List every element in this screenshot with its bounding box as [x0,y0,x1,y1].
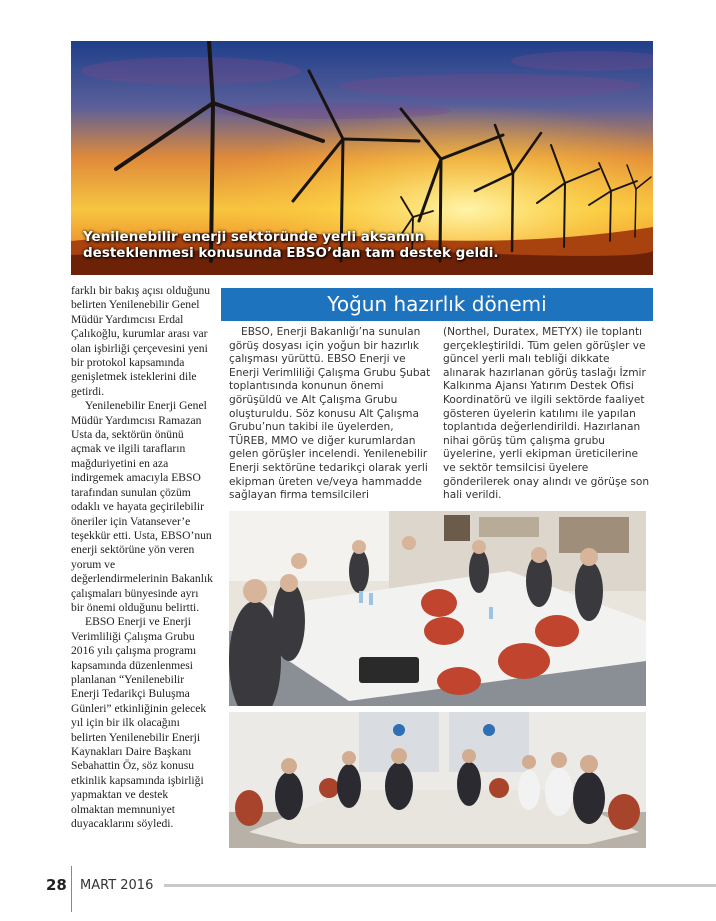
meeting-room-image [229,511,646,706]
left-paragraph-3: EBSO Enerji ve Enerji Verimliliği Çalışma Grubu 2016 yılı çalışma programı kapsamında düzenlenmesi planlanan “Yenilenebilir Enerji Tedarikçi Buluşma Günleri” etkinliğinin gelecek yıl için bir ilk olacağını belirten Yenilenebilir Enerji Kaynakları Daire Başkanı Sebahattin Öz, söz konusu etkinlik kapsamında işbirliği yapmaktan ve destek olmaktan memnuniyet duyacaklarını söyledi. [71,615,207,831]
page-number: 28 [46,876,67,894]
hero-caption-line-1: Yenilenebilir enerji sektöründe yerli aksamın [83,229,425,245]
section-text-column-right [443,326,650,503]
meeting-table-image [229,712,646,848]
footer-separator [71,866,72,912]
hero-photo-wind-turbines [71,41,653,275]
left-paragraph-1: farklı bir bakış açısı olduğunu belirten Yenilenebilir Genel Müdür Yardımcısı Erdal Çalıkoğlu, kurumlar arası var olan işbirliği çerçevesini yeni bir protokol kapsamında genişletmek isteklerini dile getirdi. [71,284,211,398]
section-paragraph-1: EBSO, Enerji Bakanlığı’na sunulan görüş dosyası için yoğun bir hazırlık çalışması yürüttü. EBSO Enerji ve Enerji Verimliliği Çalışma Grubu Şubat toplantısında konunun önemi görüşüldü ve Alt Çalışma Grubu oluşturuldu. Söz konusu Alt Çalışma Grubu’nun takibi ile üyelerden, TÜREB, MMO ve diğer kurumlardan gelen görüşler incelendi. Yenilenebilir Enerji sektörüne tedarikçi olarak yerli ekipman üreten ve/veya hammadde sağlayan firma temsilcileri [229,326,431,502]
meeting-photo-2 [229,712,646,848]
hero-caption-line-2: desteklenmesi konusunda EBSO’dan tam destek geldi. [83,245,499,261]
footer-rule [164,884,716,887]
section-title: Yoğun hazırlık dönemi [221,288,653,321]
issue-date: MART 2016 [80,878,154,893]
hero-caption [83,229,499,261]
left-text-column [71,284,213,831]
section-paragraph-2: (Northel, Duratex, METYX) ile toplantı gerçekleştirildi. Tüm gelen görüşler ve güncel yerli malı tebliği dikkate alınarak hazırlanan görüş taslağı İzmir Kalkınma Ajansı Yatırım Destek Ofisi Koordinatörü ve ilgili sektörde faaliyet gösteren üyelerin katılımı ile yapılan toplantıda değerlendirildi. Hazırlanan nihai görüş tüm çalışma grubu üyelerine, yerli ekipman üreticilerine ve sektör temsilcisi üyelere gönderilerek onay alındı ve görüşe son hali verildi. [443,326,650,502]
section-text-column-left [229,326,434,503]
left-paragraph-2: Yenilenebilir Enerji Genel Müdür Yardımcısı Ramazan Usta da, sektörün önünü açmak ve ilgili tarafların mağduriyetini en aza indirgemek amacıyla EBSO tarafından sunulan çözüm odaklı ve hayata geçirilebilir öneriler için Vatansever’e teşekkür etti. Usta, EBSO’nun enerji sektörüne yön veren yorum ve değerlendirmelerinin Bakanlık çalışmaları bünyesinde ayrı bir önemi olduğunu belirtti. [71,399,213,614]
meeting-photo-1 [229,511,646,706]
